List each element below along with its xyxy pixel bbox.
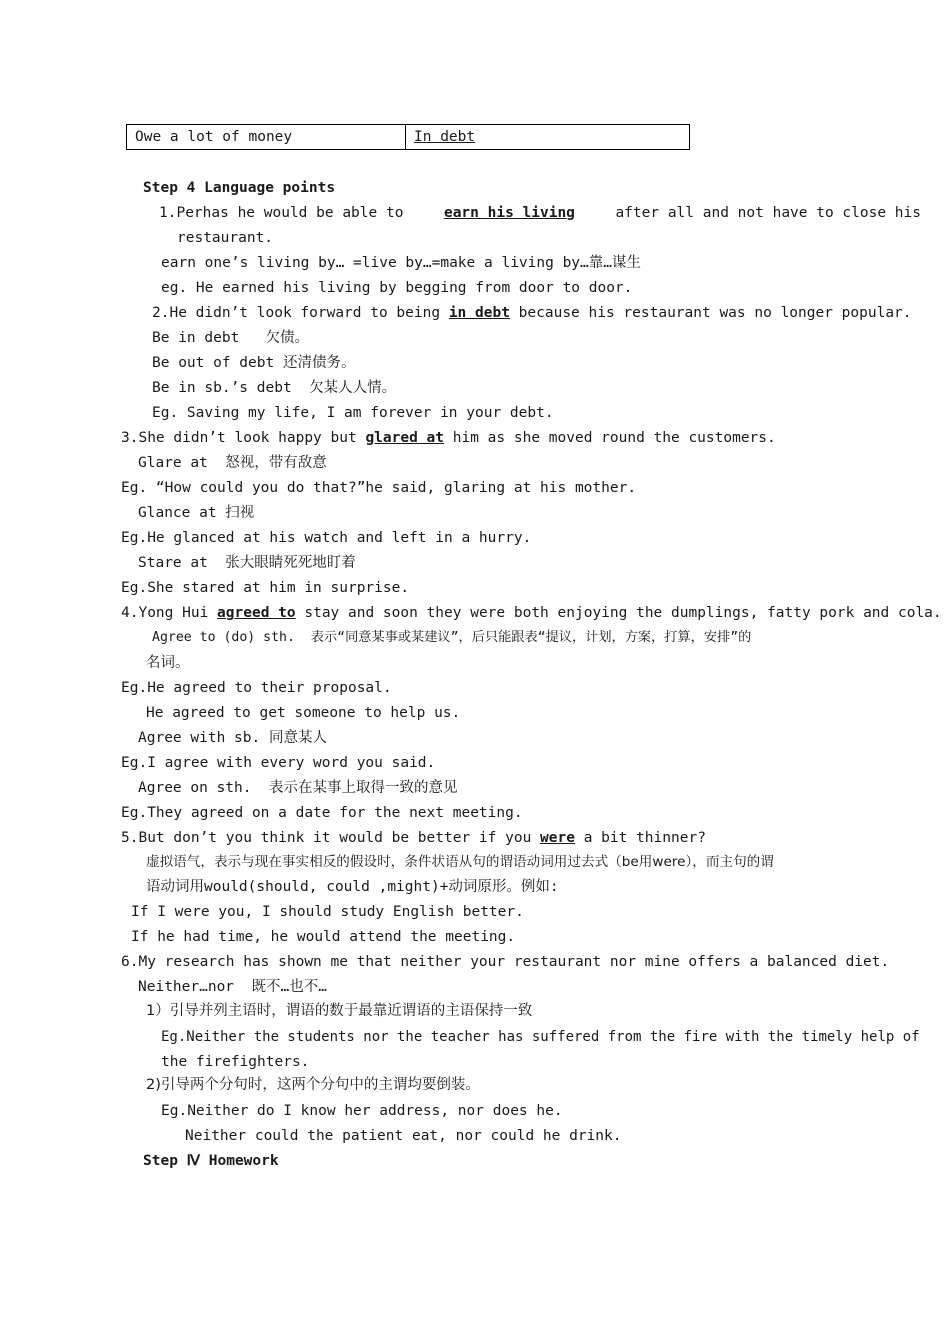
point-6-note-2: 1）引导并列主语时，谓语的数于最靠近谓语的主语保持一致 [146,1003,533,1019]
table-cell-meaning-text: In debt [414,129,476,145]
point-6-note-3: 2)引导两个分句时，这两个分句中的主谓均要倒装。 [146,1077,480,1093]
vocab-table [126,124,690,150]
point-4-example-1b: He agreed to get someone to help us. [146,705,461,721]
point-1-text-a: 1.Perhas he would be able to [159,205,404,221]
point-4-example-3: Eg.They agreed on a date for the next meeting. [121,805,523,821]
step4-heading: Step 4 Language points [143,180,336,196]
point-4-text-a: 4.Yong Hui [121,605,209,621]
point-4-note-1-cont: 名词。 [146,655,190,671]
point-4-example-1: Eg.He agreed to their proposal. [121,680,392,696]
point-6-note-1: Neither…nor 既不…也不… [138,979,327,995]
point-5-note-1-cont: 语动词用would(should, could ,might)+动词原形。例如: [146,879,559,895]
point-3-example-1: Eg. “How could you do that?”he said, glaring at his mother. [121,480,637,496]
point-2-line [152,303,912,323]
point-6-example-2: Eg.Neither do I know her address, nor does he. [161,1103,563,1119]
point-4-example-2: Eg.I agree with every word you said. [121,755,436,771]
point-5-line [121,828,706,848]
homework-heading: Step Ⅳ Homework [143,1153,279,1169]
table-cell-phrase: Owe a lot of money [127,125,406,150]
point-3-note-1: Glare at 怒视，带有敌意 [138,455,327,471]
point-6-example-1: Eg.Neither the students nor the teacher has suffered from the fire with the timely help of [161,1029,920,1045]
table-cell-meaning [406,125,690,150]
point-2-text-c: because his restaurant was no longer popular. [518,305,912,321]
point-4-note-3: Agree on sth. 表示在某事上取得一致的意见 [138,780,458,796]
point-5-key-phrase: were [540,830,575,846]
point-5-text-a: 5.But don’t you think it would be better if you [121,830,532,846]
point-2-note-1: Be in debt 欠债。 [152,330,309,346]
point-2-example: Eg. Saving my life, I am forever in your debt. [152,405,554,421]
point-2-note-2: Be out of debt 还清债务。 [152,355,356,371]
point-2-key-phrase: in debt [448,305,510,321]
point-4-line [121,603,942,623]
point-3-example-2: Eg.He glanced at his watch and left in a hurry. [121,530,532,546]
point-3-key-phrase: glared at [365,430,445,446]
point-6-example-1b: the firefighters. [161,1054,310,1070]
point-6-line: 6.My research has shown me that neither your restaurant nor mine offers a balanced diet. [121,954,890,970]
point-3-text-a: 3.She didn’t look happy but [121,430,357,446]
point-5-example-2: If he had time, he would attend the meeting. [131,929,516,945]
point-5-note-1: 虚拟语气，表示与现在事实相反的假设时，条件状语从句的谓语动词用过去式（be用were），而主句的谓 [146,854,774,870]
point-1-example: eg. He earned his living by begging from door to door. [161,280,633,296]
point-5-text-c: a bit thinner? [583,830,706,846]
point-3-text-c: him as she moved round the customers. [452,430,776,446]
point-3-line [121,428,776,448]
point-3-example-3: Eg.She stared at him in surprise. [121,580,410,596]
point-2-note-3: Be in sb.’s debt 欠某人人情。 [152,380,397,396]
point-4-note-1: Agree to (do) sth. 表示“同意某事或某建议”，后只能跟表“提议，计划，方案，打算，安排”的 [152,630,752,645]
point-1-note: earn one’s living by… =live by…=make a living by…靠…谋生 [161,255,641,271]
point-6-example-3: Neither could the patient eat, nor could he drink. [185,1128,622,1144]
point-3-note-3: Stare at 张大眼睛死死地盯着 [138,555,356,571]
point-1-text-d: restaurant. [177,230,274,246]
point-4-text-c: stay and soon they were both enjoying the dumplings, fatty pork and cola. [304,605,942,621]
point-4-key-phrase: agreed to [217,605,296,621]
point-1-line [159,203,921,223]
point-1-text-c: after all and not have to close his [615,205,921,221]
point-4-note-2: Agree with sb. 同意某人 [138,730,327,746]
table-row [127,125,690,150]
point-1-key-phrase: earn his living [443,205,575,221]
point-5-example-1: If I were you, I should study English better. [131,904,524,920]
point-3-note-2: Glance at 扫视 [138,505,255,521]
point-2-text-a: 2.He didn’t look forward to being [152,305,441,321]
